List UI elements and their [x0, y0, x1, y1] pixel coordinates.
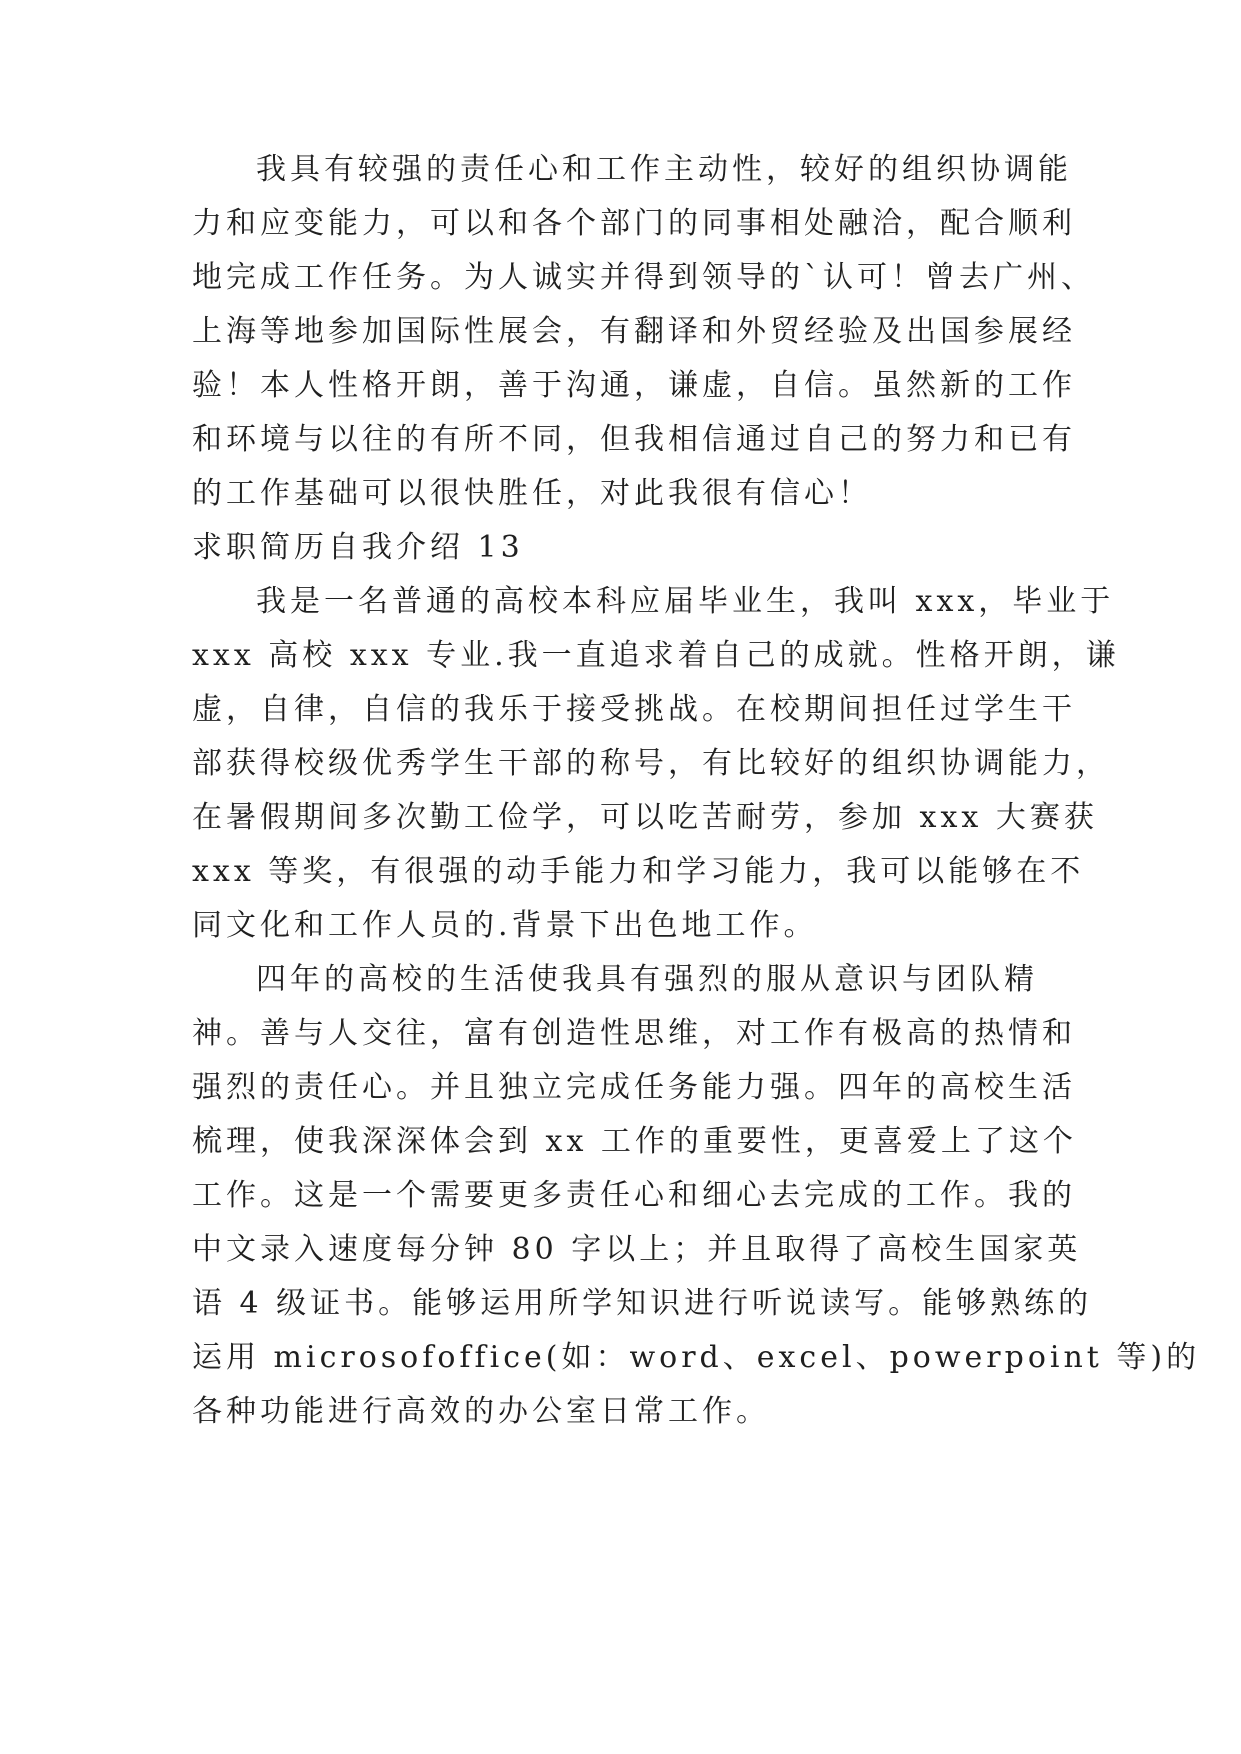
paragraph-3-line-7: 语 4 级证书。能够运用所学知识进行听说读写。能够熟练的 — [192, 1286, 1093, 1321]
section-heading: 求职简历自我介绍 13 — [192, 530, 524, 565]
paragraph-3-line-5: 工作。这是一个需要更多责任心和细心去完成的工作。我的 — [192, 1178, 1076, 1213]
paragraph-1-line-3: 地完成工作任务。为人诚实并得到领导的`认可！曾去广州、 — [192, 260, 1095, 295]
paragraph-1-line-6: 和环境与以往的有所不同，但我相信通过自己的努力和已有 — [192, 422, 1076, 457]
paragraph-3-line-8: 运用 microsofoffice(如：word、excel、powerpoint 等)的 — [192, 1340, 1201, 1375]
paragraph-3-line-1: 四年的高校的生活使我具有强烈的服从意识与团队精 — [256, 962, 1038, 997]
paragraph-2-line-3: 虚，自律，自信的我乐于接受挑战。在校期间担任过学生干 — [192, 692, 1076, 727]
paragraph-2-line-2: xxx 高校 xxx 专业.我一直追求着自己的成就。性格开朗，谦 — [192, 638, 1120, 673]
paragraph-3-line-2: 神。善与人交往，富有创造性思维，对工作有极高的热情和 — [192, 1016, 1076, 1051]
paragraph-1-line-7: 的工作基础可以很快胜任，对此我很有信心！ — [192, 476, 872, 511]
paragraph-2-line-7: 同文化和工作人员的.背景下出色地工作。 — [192, 908, 818, 943]
paragraph-3-line-4: 梳理，使我深深体会到 xx 工作的重要性，更喜爱上了这个 — [192, 1124, 1077, 1159]
paragraph-3-line-3: 强烈的责任心。并且独立完成任务能力强。四年的高校生活 — [192, 1070, 1076, 1105]
paragraph-2-line-4: 部获得校级优秀学生干部的称号，有比较好的组织协调能力， — [192, 746, 1110, 781]
paragraph-2-line-6: xxx 等奖，有很强的动手能力和学习能力，我可以能够在不 — [192, 854, 1085, 889]
paragraph-3-line-9: 各种功能进行高效的办公室日常工作。 — [192, 1394, 770, 1429]
paragraph-2-line-5: 在暑假期间多次勤工俭学，可以吃苦耐劳，参加 xxx 大赛获 — [192, 800, 1098, 835]
paragraph-1-line-4: 上海等地参加国际性展会，有翻译和外贸经验及出国参展经 — [192, 314, 1076, 349]
paragraph-1-line-1: 我具有较强的责任心和工作主动性，较好的组织协调能 — [256, 152, 1072, 187]
paragraph-3-line-6: 中文录入速度每分钟 80 字以上；并且取得了高校生国家英 — [192, 1232, 1082, 1267]
paragraph-2-line-1: 我是一名普通的高校本科应届毕业生，我叫 xxx，毕业于 — [256, 584, 1115, 619]
paragraph-1-line-5: 验！本人性格开朗，善于沟通，谦虚，自信。虽然新的工作 — [192, 368, 1076, 403]
paragraph-1-line-2: 力和应变能力，可以和各个部门的同事相处融洽，配合顺利 — [192, 206, 1076, 241]
